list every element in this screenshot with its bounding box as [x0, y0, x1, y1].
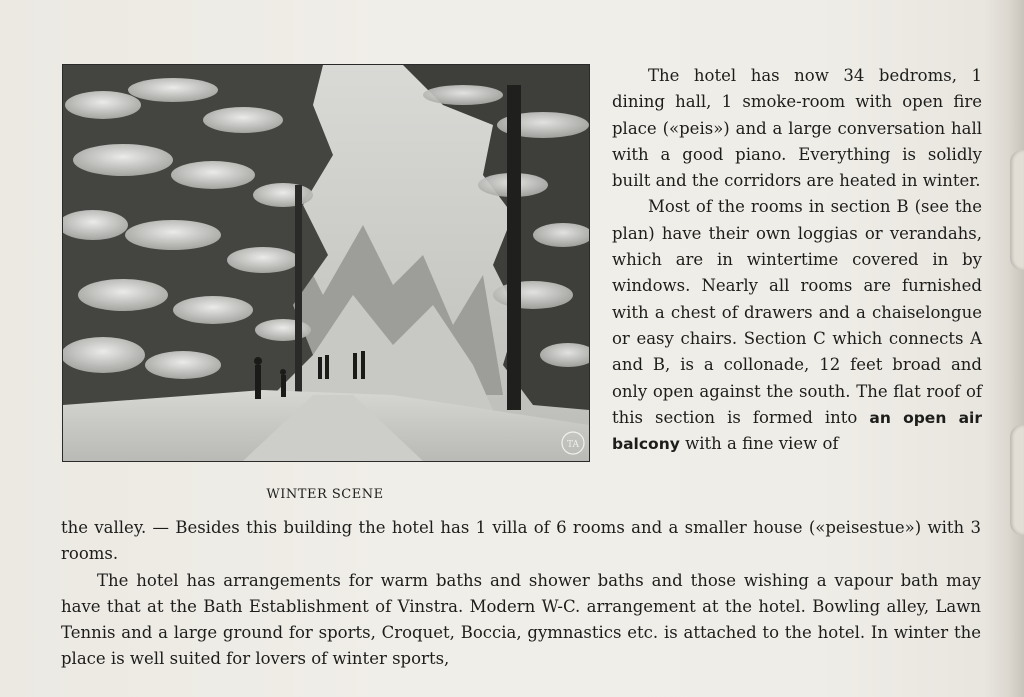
- binding-notch: [1010, 150, 1024, 270]
- open-air-balcony-bold: an open air balcony: [612, 408, 982, 454]
- paragraph-sections-text: Most of the rooms in section B (see the plan) have their own loggias or verandahs, which are in wintertime covered in by windows. Nearly all rooms are furnished with a chest of drawers and a chaiselongue or easy chairs. Section C which connects A and B, is a collonade, 12 feet broad and only open against the south. The flat roof of this section is formed into: [612, 197, 982, 427]
- paragraph-sections-text-end: with a fine view of: [685, 434, 839, 454]
- paragraph-sections: [612, 194, 982, 457]
- paragraph-villa: the valley. — Besides this building the hotel has 1 villa of 6 rooms and a smaller house («peisestue») with 3 rooms.: [61, 518, 981, 564]
- page-edge-shadow: [984, 0, 1024, 697]
- right-column-text: [612, 63, 982, 457]
- winter-scene-photo: [62, 64, 590, 462]
- binding-notch: [1010, 425, 1024, 535]
- full-width-text: [61, 515, 981, 673]
- photo-caption: WINTER SCENE: [266, 487, 384, 502]
- photo-monogram: TA: [566, 440, 580, 450]
- paragraph-hotel-rooms: The hotel has now 34 bedroms, 1 dining hall, 1 smoke-room with open fire place («peis») and a large conversation hall with a good piano. Everything is solidly built and the corridors are heated in winter.: [612, 66, 982, 191]
- paragraph-amenities: The hotel has arrangements for warm baths and shower baths and those wishing a vapour bath may have that at the Bath Establishment of Vinstra. Modern W-C. arrangement at the hotel. Bowling alley, Lawn Tennis and a large ground for sports, Croquet, Boccia, gymnastics etc. is attached to the hotel. In winter the place is well suited for lovers of winter sports,: [61, 570, 981, 669]
